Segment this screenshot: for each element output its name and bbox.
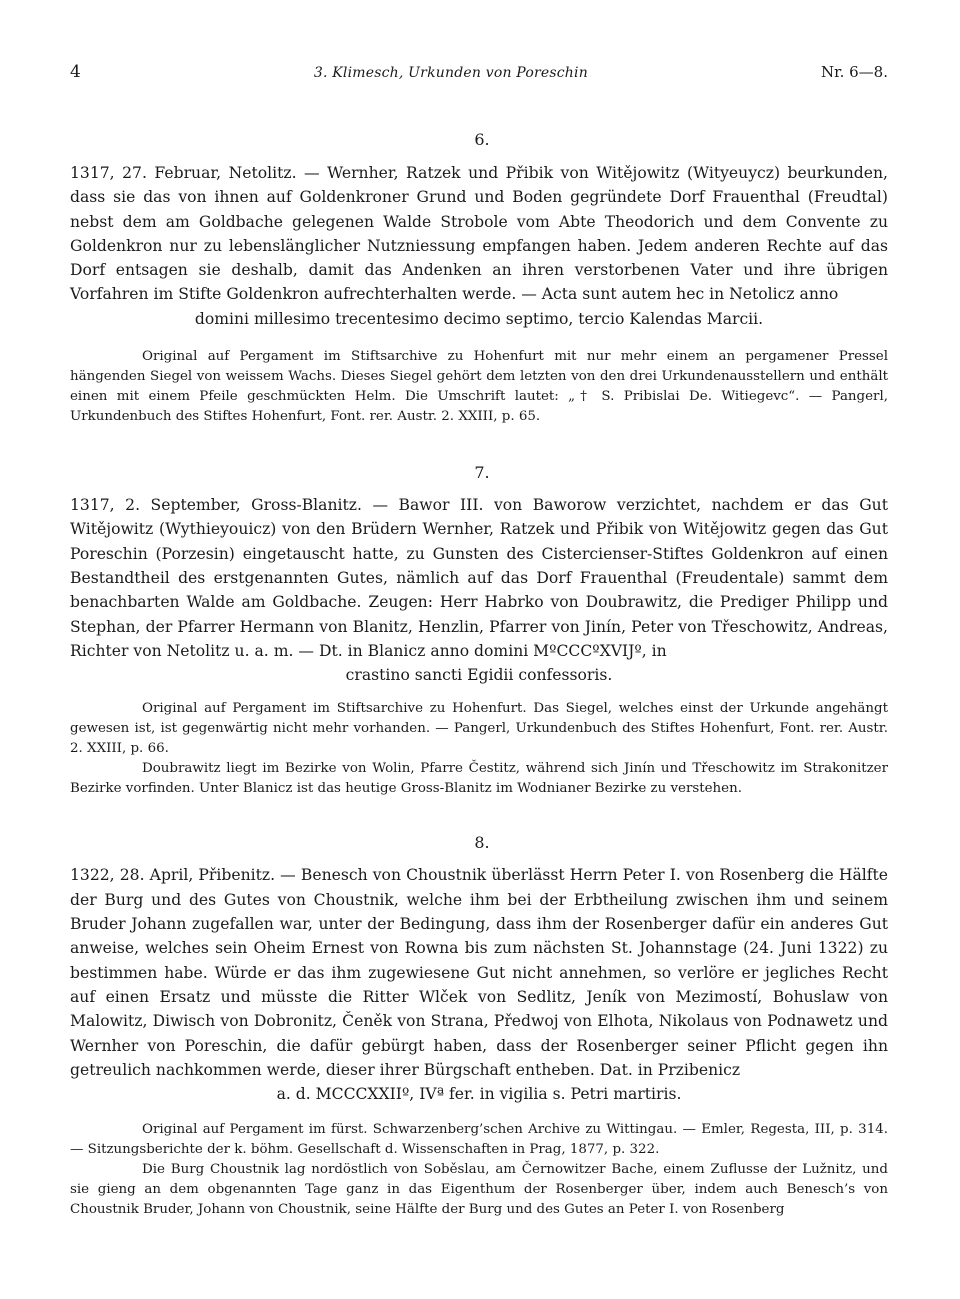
document-range: Nr. 6—8. [820, 63, 888, 81]
entry-regest [70, 493, 888, 687]
entry-regest [70, 863, 888, 1106]
running-header [70, 62, 888, 84]
entry-number: 6. [474, 130, 490, 149]
entry-dating-clause: crastino sancti Egidii confessoris. [345, 666, 613, 685]
entry-regest [70, 161, 888, 331]
entry-number: 8. [474, 833, 490, 853]
entry-text: 1317, 27. Februar, Netolitz. — Wernher, Ratzek und Přibik von Witějowitz (Wityeuycz) beurkunden, dass sie das von ihnen auf Goldenkroner Grund und Boden gegründete Dorf Frauenthal (Freudtal) nebst dem am Goldbache gelegenen Walde Strobole vom Abte Theodorich und dem Convente zu Goldenkron nur zu lebenslänglicher Nutzniessung empfangen haben. Jedem anderen Rechte auf das Dorf entsagen sie deshalb, damit das Andenken an ihren verstorbenen Vater und ihre übrigen Vorfahren im Stifte Goldenkron aufrechterhalten werde. — Acta sunt autem hec in Netolicz anno [70, 164, 888, 304]
source-note: Original auf Pergament im fürst. Schwarzenberg’schen Archive zu Wittingau. — Emler, Regesta, III, p. 314. — Sitzungsberichte der k. böhm. Gesellschaft d. Wissenschaften in Prag, 1877, p. 322. [70, 1122, 888, 1158]
entry-dating-clause: a. d. MCCCXXIIº, IVª fer. in vigilia s. Petri martiris. [276, 1085, 682, 1104]
commentary-note: Doubrawitz liegt im Bezirke von Wolin, Pfarre Čestitz, während sich Jinín und Třeschowitz im Strakonitzer Bezirke vorfinden. Unter Blanicz ist das heutige Gross-Blanitz im Wodnianer Bezirke zu verstehen. [70, 761, 888, 797]
entry-dating-clause: domini millesimo trecentesimo decimo septimo, tercio Kalendas Marcii. [194, 309, 764, 328]
entry-text: 1322, 28. April, Přibenitz. — Benesch von Choustnik überlässt Herrn Peter I. von Rosenberg die Hälfte der Burg und des Gutes von Choustnik, welche ihm bei der Erbtheilung zwischen ihm und seinem Bruder Johann zugefallen war, unter der Bedingung, dass ihm der Rosenberger dafür ein anderes Gut anweise, welches sein Oheim Ernest von Rowna bis zum nächsten St. Johannstage (24. Juni 1322) zu bestimmen habe. Würde er das ihm zugewiesene Gut nicht annehmen, so verlöre er jegliches Recht auf einen Ersatz und müsste die Ritter Wlček von Sedlitz, Jeník von Mezimostí, Bohuslaw von Malowitz, Diwisch von Dobronitz, Čeněk von Strana, Předwoj von Elhota, Nikolaus von Podnawetz und Wernher von Poreschin, die dafür gebürgt haben, dass der Rosenberger seiner Pflicht gegen ihn getreulich nachkommen werde, dieser ihrer Bürgschaft entheben. Dat. in Przibenicz [70, 866, 888, 1079]
running-title: 3. Klimesch, Urkunden von Poreschin [313, 65, 588, 81]
entry-text: 1317, 2. September, Gross-Blanitz. — Bawor III. von Baworow verzichtet, nachdem er das Gut Witějowitz (Wythieyouicz) von den Brüdern Wernher, Ratzek und Přibik von Witějowitz gegen das Gut Poreschin (Porzesin) eingetauscht hatte, zu Gunsten des Cistercienser-Stiftes Goldenkron auf einen Bestandtheil des erstgenannten Gutes, nämlich auf das Dorf Frauenthal (Freudentale) sammt dem benachbarten Walde am Goldbache. Zeugen: Herr Habrko von Doubrawitz, die Prediger Philipp und Stephan, der Pfarrer Hermann von Blanitz, Henzlin, Pfarrer von Jinín, Peter von Třeschowitz, Andreas, Richter von Netolitz u. a. m. — Dt. in Blanicz anno domini MºCCCºXVIJº, in [70, 496, 888, 660]
commentary-note: Die Burg Choustnik lag nordöstlich von Soběslau, am Černowitzer Bache, einem Zuflusse der Lužnitz, und sie gieng an dem obgenannten Tage ganz in das Eigenthum der Rosenberger über, indem auch Benesch’s von Choustnik Bruder, Johann von Choustnik, seine Hälfte der Burg und des Gutes an Peter I. von Rosenberg [70, 1162, 888, 1218]
source-note: Original auf Pergament im Stiftsarchive zu Hohenfurt mit nur mehr einem an pergamener Pressel hängenden Siegel von weissem Wachs. Dieses Siegel gehört dem letzten von den drei Urkundenausstellern und enthält einen mit einem Pfeile geschmückten Helm. Die Umschrift lautet: „† S. Pribislai De. Witiegevc“. — Pangerl, Urkundenbuch des Stiftes Hohenfurt, Font. rer. Austr. 2. XXIII, p. 65. [70, 349, 888, 425]
document-page [70, 62, 888, 1220]
entry-number: 7. [474, 463, 490, 483]
page-number: 4 [70, 62, 81, 82]
source-note: Original auf Pergament im Stiftsarchive zu Hohenfurt. Das Siegel, welches einst der Urkunde angehängt gewesen ist, ist gegenwärtig nicht mehr vorhanden. — Pangerl, Urkundenbuch des Stiftes Hohenfurt, Font. rer. Austr. 2. XXIII, p. 66. [70, 701, 888, 757]
